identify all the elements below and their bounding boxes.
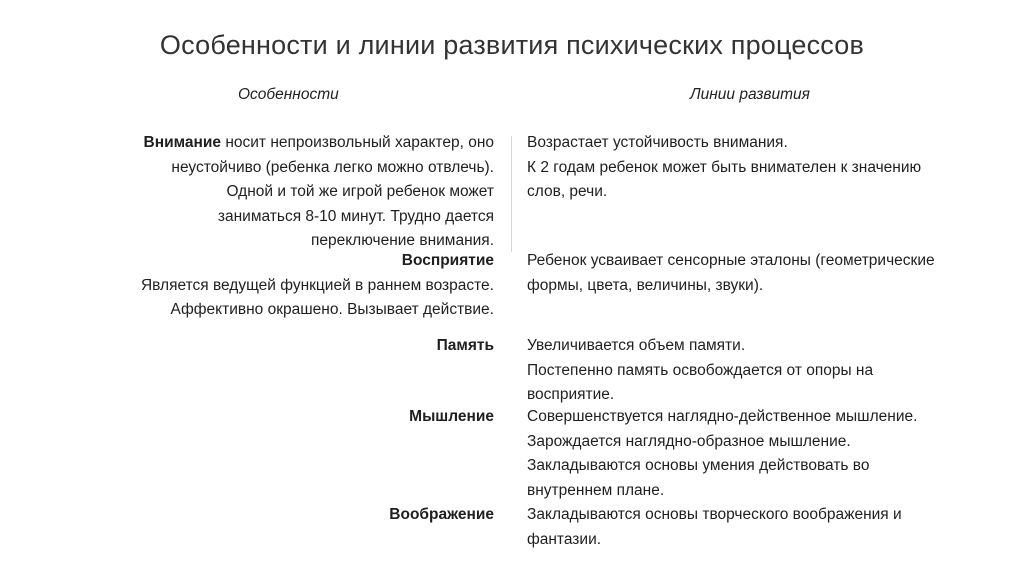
- development-line: Постепенно память освобождается от опоры на: [527, 361, 874, 379]
- features-line: неустойчиво (ребенка легко можно отвлечь).: [171, 158, 494, 176]
- column-header-features: Особенности: [238, 86, 339, 103]
- development-line: Зарождается наглядно-образное мышление.: [527, 432, 851, 450]
- development-line: формы, цвета, величины, звуки).: [527, 276, 764, 294]
- features-line: переключение внимания.: [310, 232, 494, 249]
- development-line: Возрастает устойчивость внимания.: [527, 134, 788, 151]
- page-title: Особенности и линии развития психических процессов: [159, 30, 865, 60]
- development-line: слов, речи.: [527, 183, 608, 200]
- column-header-development: Линии развития: [690, 86, 810, 103]
- term-attention: Внимание: [143, 134, 222, 151]
- development-line: Совершенствуется наглядно-действенное мышление.: [527, 408, 918, 425]
- development-line: внутреннем плане.: [527, 481, 665, 499]
- development-cell-imagination: [527, 503, 902, 552]
- features-cell-memory: [437, 334, 494, 359]
- features-cell-thinking: [409, 405, 494, 430]
- development-cell-thinking: [527, 405, 917, 503]
- development-cell-attention: [527, 131, 921, 205]
- development-line: восприятие.: [527, 386, 615, 403]
- features-cell-attention: [144, 131, 494, 254]
- features-line: Одной и той же игрой ребенок может: [226, 183, 494, 200]
- development-line: К 2 годам ребенок может быть внимателен к значению: [527, 158, 922, 176]
- features-line: заниматься 8-10 минут. Трудно дается: [217, 207, 494, 225]
- development-line: Увеличивается объем памяти.: [527, 337, 746, 354]
- features-line: Аффективно окрашено. Вызывает действие.: [170, 301, 494, 318]
- features-cell-perception: [141, 249, 494, 323]
- term-imagination: Воображение: [389, 506, 494, 523]
- term-thinking: Мышление: [409, 408, 494, 425]
- development-cell-perception: [527, 249, 935, 298]
- column-divider: [511, 136, 512, 252]
- development-line: Закладываются основы умения действовать во: [527, 457, 870, 474]
- features-line: Является ведущей функцией в раннем возрасте.: [140, 276, 494, 294]
- development-line: Ребенок усваивает сенсорные эталоны (геометрические: [527, 252, 935, 269]
- term-perception: Восприятие: [401, 252, 494, 269]
- development-line: Закладываются основы творческого воображения и: [527, 506, 902, 523]
- development-line: фантазии.: [527, 530, 602, 548]
- features-line: Внимание носит непроизвольный характер, оно: [143, 134, 494, 151]
- term-memory: Память: [436, 337, 494, 354]
- features-cell-imagination: [389, 503, 494, 528]
- development-cell-memory: [527, 334, 873, 408]
